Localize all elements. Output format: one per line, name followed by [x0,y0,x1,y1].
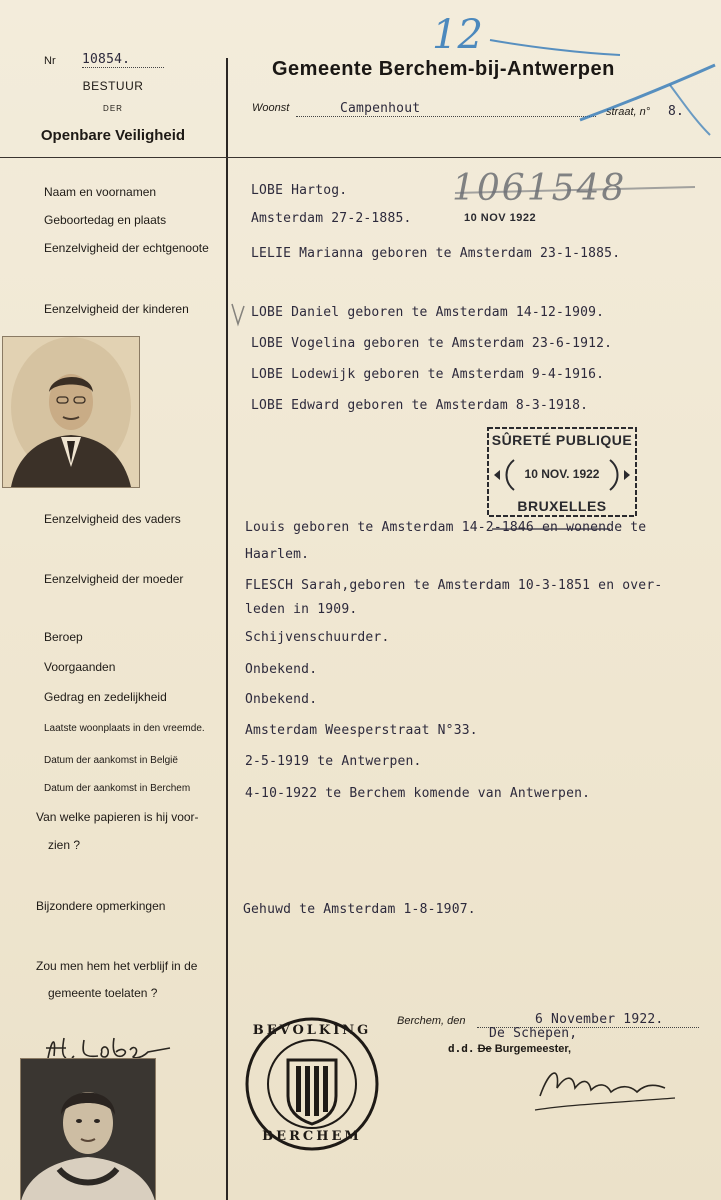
straat-value: 8. [668,104,685,119]
label-spouse: Eenzelvigheid der echtgenoote [44,241,209,255]
blue-pencil-number: 12 [432,12,483,58]
nr-value: 10854. [82,52,164,68]
signature-date: 6 November 1922. [477,1012,699,1028]
portrait-photo-woman [20,1058,156,1200]
pencil-tick-mark [228,300,248,330]
woonst-label: Woonst [252,102,290,114]
nr-label: Nr [44,55,56,67]
label-conduct: Gedrag en zedelijkheid [44,690,167,704]
column-divider [226,58,228,1200]
burgemeester-line [448,1042,571,1055]
value-conduct: Onbekend. [245,692,318,707]
seal-bottom-text: BERCHEM [262,1129,362,1144]
org-line3: Openbare Veiligheid [40,127,186,144]
mother-line2: leden in 1909. [245,602,358,617]
value-occupation: Schijvenschuurder. [245,630,390,645]
header-divider [0,157,721,158]
woonst-value: Campenhout [296,101,596,117]
label-last-residence: Laatste woonplaats in den vreemde. [44,723,205,734]
father-line1: Louis geboren te Amsterdam 14-2-1846 en wonende te [245,520,647,535]
place-label: Berchem, den [397,1015,466,1027]
portrait-photo-man [2,336,140,488]
burgemeester-label: Burgemeester, [494,1043,572,1055]
label-arrival-berchem: Datum der aankomst in Berchem [44,783,191,794]
label-father: Eenzelvigheid des vaders [44,512,181,526]
surete-publique-stamp [486,426,638,518]
label-remarks: Bijzondere opmerkingen [36,899,166,913]
label-name: Naam en voornamen [44,185,157,199]
value-arrival-berchem: 4-10-1922 te Berchem komende van Antwerpen. [245,786,591,801]
label-papers-line2: zien ? [48,838,81,852]
received-date-stamp: 10 NOV 1922 [464,212,537,224]
label-papers-line1: Van welke papieren is hij voor- [36,810,199,824]
value-name: LOBE Hartog. [251,183,348,198]
value-remarks: Gehuwd te Amsterdam 1-8-1907. [243,902,476,917]
value-antecedents: Onbekend. [245,662,318,677]
stamp-date: 10 NOV. 1922 [524,467,600,481]
municipality-title: Gemeente Berchem-bij-Antwerpen [272,58,615,80]
label-antecedents: Voorgaanden [44,660,116,674]
value-spouse: LELIE Marianna geboren te Amsterdam 23-1-1885. [251,246,621,261]
child-3: LOBE Lodewijk geboren te Amsterdam 9-4-1916. [251,367,605,382]
label-residence-question-line1: Zou men hem het verblijf in de [36,959,198,973]
label-children: Eenzelvigheid der kinderen [44,302,189,316]
schepen-label: De Schepen, [489,1026,578,1041]
label-birth: Geboortedag en plaats [44,213,167,227]
org-line2: DER [103,104,123,113]
value-last-residence: Amsterdam Weesperstraat N°33. [245,723,478,738]
burgemeester-signature [525,1058,685,1118]
straat-label: straat, n° [606,106,651,118]
label-occupation: Beroep [44,630,83,644]
pencil-strikethrough [450,175,700,215]
child-4: LOBE Edward geboren te Amsterdam 8-3-1918. [251,398,589,413]
father-strikethrough [492,520,612,540]
value-birth: Amsterdam 27-2-1885. [251,211,412,226]
pencil-reference-number: 1061548 [452,168,627,209]
label-residence-question-line2: gemeente toelaten ? [48,986,158,1000]
father-line2: Haarlem. [245,547,310,562]
child-2: LOBE Vogelina geboren te Amsterdam 23-6-1912. [251,336,613,351]
child-1: LOBE Daniel geboren te Amsterdam 14-12-1909. [251,305,605,320]
dd-prefix: d.d. [448,1042,475,1055]
label-arrival-belgium: Datum der aankomst in België [44,755,178,766]
blue-pencil-strokes [470,25,721,145]
bevolking-berchem-seal [244,1016,380,1152]
stamp-line1: SÛRETÉ PUBLIQUE [491,432,633,448]
stamp-city: BRUXELLES [517,498,607,514]
seal-top-text: BEVOLKING [252,1023,372,1038]
label-mother: Eenzelvigheid der moeder [44,572,184,586]
org-line1: BESTUUR [82,79,144,93]
mother-line1: FLESCH Sarah,geboren te Amsterdam 10-3-1851 en over- [245,578,663,593]
value-arrival-belgium: 2-5-1919 te Antwerpen. [245,754,422,769]
dd-struck: De [477,1043,492,1055]
